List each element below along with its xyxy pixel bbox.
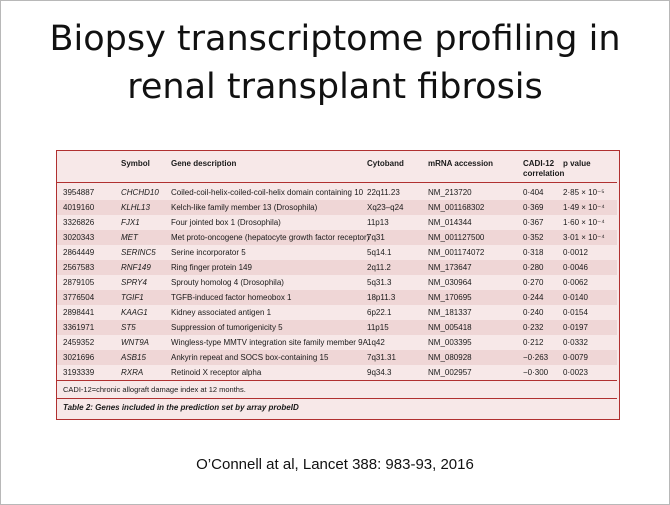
cell-pvalue: 1·60 × 10⁻⁴ [563, 218, 605, 227]
cell-pvalue: 0·0062 [563, 278, 588, 287]
cell-cytoband: 2q11.2 [367, 263, 391, 272]
cell-probe-id: 2459352 [63, 338, 95, 347]
cell-probe-id: 3193339 [63, 368, 95, 377]
cell-description: Serine incorporator 5 [171, 248, 246, 257]
cell-correlation: −0·263 [523, 353, 549, 362]
cell-symbol: KAAG1 [121, 308, 148, 317]
cell-cytoband: 1q42 [367, 338, 385, 347]
cell-mrna-accession: NM_181337 [428, 308, 472, 317]
cell-description: Retinoid X receptor alpha [171, 368, 262, 377]
header-correlation-line1: CADI-12 [523, 159, 555, 168]
cell-symbol: FJX1 [121, 218, 140, 227]
cell-probe-id: 2864449 [63, 248, 95, 257]
cell-correlation: 0·240 [523, 308, 544, 317]
table-footnote: CADI-12=chronic allograft damage index at 12 months. [63, 385, 246, 394]
header-correlation [523, 159, 564, 179]
table-row [57, 350, 617, 365]
cell-mrna-accession: NM_030964 [428, 278, 472, 287]
cell-probe-id: 2898441 [63, 308, 95, 317]
cell-description: Suppression of tumorigenicity 5 [171, 323, 283, 332]
header-symbol: Symbol [121, 159, 150, 168]
cell-probe-id: 2879105 [63, 278, 95, 287]
cell-description: TGFB-induced factor homeobox 1 [171, 293, 292, 302]
cell-pvalue: 0·0140 [563, 293, 588, 302]
table-row [57, 200, 617, 215]
header-pvalue: p value [563, 159, 591, 168]
cell-description: Ankyrin repeat and SOCS box-containing 15 [171, 353, 329, 362]
cell-probe-id: 3020343 [63, 233, 95, 242]
cell-correlation: 0·404 [523, 188, 544, 197]
cell-mrna-accession: NM_002957 [428, 368, 472, 377]
cell-pvalue: 0·0023 [563, 368, 588, 377]
cell-correlation: 0·244 [523, 293, 544, 302]
cell-description: Kelch-like family member 13 (Drosophila) [171, 203, 318, 212]
cell-cytoband: 22q11.23 [367, 188, 400, 197]
cell-correlation: 0·270 [523, 278, 544, 287]
cell-mrna-accession: NM_001127500 [428, 233, 485, 242]
cell-correlation: 0·232 [523, 323, 544, 332]
cell-probe-id: 3361971 [63, 323, 95, 332]
cell-cytoband: Xq23–q24 [367, 203, 404, 212]
cell-cytoband: 11p15 [367, 323, 389, 332]
cell-symbol: KLHL13 [121, 203, 150, 212]
table-row [57, 230, 617, 245]
cell-correlation: 0·367 [523, 218, 544, 227]
cell-mrna-accession: NM_001168302 [428, 203, 485, 212]
cell-description: Kidney associated antigen 1 [171, 308, 272, 317]
cell-correlation: 0·352 [523, 233, 544, 242]
title-line-1: Biopsy transcriptome profiling in [49, 19, 621, 59]
cell-cytoband: 5q31.3 [367, 278, 392, 287]
cell-pvalue: 3·01 × 10⁻⁴ [563, 233, 605, 242]
cell-mrna-accession: NM_001174072 [428, 248, 485, 257]
table-row [57, 185, 617, 200]
cell-mrna-accession: NM_170695 [428, 293, 472, 302]
table-row [57, 215, 617, 230]
cell-cytoband: 18p11.3 [367, 293, 396, 302]
cell-description: Wingless-type MMTV integration site family member 9A [171, 338, 368, 347]
cell-description: Four jointed box 1 (Drosophila) [171, 218, 281, 227]
cell-cytoband: 6p22.1 [367, 308, 392, 317]
cell-correlation: 0·369 [523, 203, 544, 212]
table-row [57, 245, 617, 260]
cell-pvalue: 0·0012 [563, 248, 588, 257]
cell-cytoband: 5q14.1 [367, 248, 392, 257]
body-divider [57, 380, 617, 381]
table-row [57, 275, 617, 290]
header-divider [57, 182, 617, 183]
cell-description: Ring finger protein 149 [171, 263, 252, 272]
header-description: Gene description [171, 159, 237, 168]
cell-pvalue: 2·85 × 10⁻⁵ [563, 188, 605, 197]
cell-symbol: SERINC5 [121, 248, 156, 257]
cell-symbol: TGIF1 [121, 293, 144, 302]
cell-correlation: 0·212 [523, 338, 544, 347]
citation: O’Connell at al, Lancet 388: 983-93, 2016 [196, 456, 474, 473]
cell-mrna-accession: NM_213720 [428, 188, 472, 197]
table-row [57, 335, 617, 350]
cell-pvalue: 0·0332 [563, 338, 588, 347]
cell-description: Sprouty homolog 4 (Drosophila) [171, 278, 284, 287]
cell-symbol: CHCHD10 [121, 188, 159, 197]
cell-mrna-accession: NM_005418 [428, 323, 472, 332]
cell-symbol: ASB15 [121, 353, 146, 362]
cell-symbol: ST5 [121, 323, 136, 332]
cell-correlation: 0·280 [523, 263, 544, 272]
cell-symbol: RXRA [121, 368, 144, 377]
slide-title [1, 15, 669, 111]
title-line-2: renal transplant fibrosis [127, 67, 543, 107]
cell-description: Coiled-coil-helix-coiled-coil-helix domain containing 10 [171, 188, 364, 197]
cell-probe-id: 3326826 [63, 218, 95, 227]
cell-pvalue: 0·0154 [563, 308, 588, 317]
cell-pvalue: 0·0197 [563, 323, 588, 332]
table-row [57, 320, 617, 335]
cell-pvalue: 0·0079 [563, 353, 588, 362]
cell-cytoband: 9q34.3 [367, 368, 392, 377]
cell-probe-id: 3021696 [63, 353, 95, 362]
cell-symbol: WNT9A [121, 338, 149, 347]
cell-mrna-accession: NM_173647 [428, 263, 472, 272]
header-cytoband: Cytoband [367, 159, 404, 168]
cell-description: Met proto-oncogene (hepatocyte growth factor receptor) [171, 233, 370, 242]
footnote-divider [57, 398, 617, 399]
cell-probe-id: 4019160 [63, 203, 95, 212]
cell-mrna-accession: NM_003395 [428, 338, 472, 347]
cell-cytoband: 7q31.31 [367, 353, 396, 362]
table-caption: Table 2: Genes included in the prediction set by array probeID [63, 403, 299, 412]
cell-cytoband: 11p13 [367, 218, 389, 227]
cell-correlation: −0·300 [523, 368, 549, 377]
cell-probe-id: 3776504 [63, 293, 95, 302]
cell-symbol: MET [121, 233, 138, 242]
header-mrna: mRNA accession [428, 159, 494, 168]
cell-mrna-accession: NM_080928 [428, 353, 472, 362]
cell-symbol: RNF149 [121, 263, 151, 272]
header-correlation-line2: correlation [523, 169, 565, 178]
table-row [57, 260, 617, 275]
table-row [57, 305, 617, 320]
cell-pvalue: 1·49 × 10⁻⁴ [563, 203, 605, 212]
cell-symbol: SPRY4 [121, 278, 147, 287]
cell-probe-id: 2567583 [63, 263, 95, 272]
cell-pvalue: 0·0046 [563, 263, 588, 272]
cell-cytoband: 7q31 [367, 233, 385, 242]
gene-table [56, 150, 620, 420]
cell-mrna-accession: NM_014344 [428, 218, 472, 227]
cell-correlation: 0·318 [523, 248, 544, 257]
cell-probe-id: 3954887 [63, 188, 95, 197]
table-row [57, 290, 617, 305]
table-row [57, 365, 617, 380]
